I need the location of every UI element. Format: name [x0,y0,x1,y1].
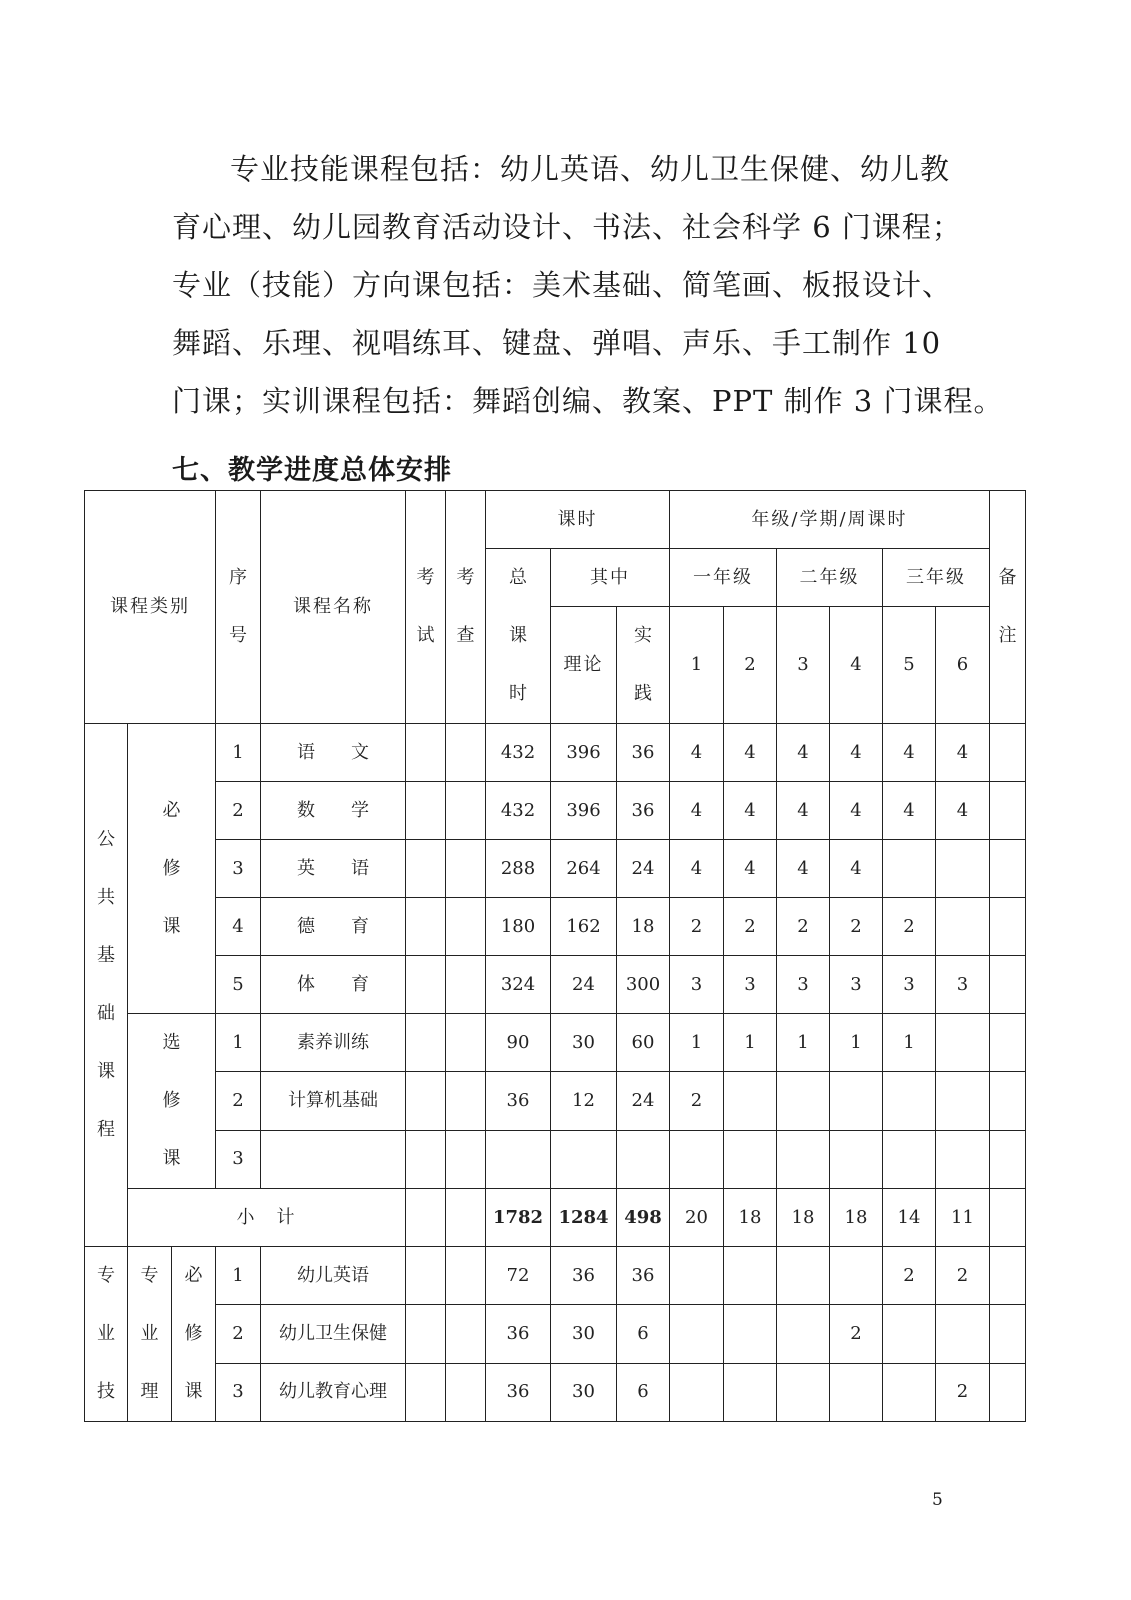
practice-cell: 60 [617,1014,670,1072]
sub-char: 理 [140,1381,159,1402]
paragraph-line: 育心理、幼儿园教育活动设计、书法、社会科学 6 门课程； [172,210,962,244]
week-hours-cell: 2 [883,1247,936,1305]
header-semester: 3 [777,607,830,724]
week-hours-cell: 3 [777,956,830,1014]
check-cell [446,1072,486,1130]
week-hours-cell: 14 [883,1189,936,1247]
practice-cell [617,1130,670,1188]
header-total-char: 时 [509,683,527,704]
week-hours-cell: 4 [830,840,883,898]
remark-cell [990,1247,1026,1305]
week-hours-cell [883,1363,936,1421]
category-char: 程 [97,1119,115,1140]
header-semester: 1 [670,607,724,724]
page-number: 5 [932,1490,943,1510]
public-category-label [85,724,128,1247]
prof-required-label [172,1247,216,1422]
table-row [85,1130,1026,1188]
week-hours-cell: 3 [936,956,990,1014]
table-row [85,1072,1026,1130]
theory-cell: 24 [551,956,617,1014]
sub-char: 专 [140,1265,159,1286]
header-remark-char: 备 [998,567,1017,588]
week-hours-cell: 4 [883,782,936,840]
week-hours-cell [724,1363,777,1421]
category-char: 共 [97,887,115,908]
header-seq-char: 序 [229,567,247,588]
elective-char: 课 [162,1148,181,1169]
week-hours-cell [724,1247,777,1305]
week-hours-cell [777,1072,830,1130]
course-name-cell: 数 学 [261,782,406,840]
table-row [85,956,1026,1014]
week-hours-cell: 4 [724,840,777,898]
remark-cell [990,840,1026,898]
exam-cell [406,782,446,840]
week-hours-cell: 4 [724,782,777,840]
week-hours-cell [830,1072,883,1130]
exam-cell [406,1305,446,1363]
week-hours-cell: 1 [724,1014,777,1072]
category-char: 公 [97,829,115,850]
total-hours-cell: 36 [486,1305,551,1363]
week-hours-cell [724,1305,777,1363]
required-char: 课 [184,1381,203,1402]
practice-cell: 300 [617,956,670,1014]
required-char: 必 [162,799,181,821]
week-hours-cell: 3 [670,956,724,1014]
total-hours-cell: 36 [486,1363,551,1421]
week-hours-cell: 2 [883,898,936,956]
week-hours-cell [830,1363,883,1421]
header-course-name: 课程名称 [261,491,406,724]
prof-sub-label [128,1247,172,1422]
check-cell [446,1363,486,1421]
check-cell [446,840,486,898]
practice-cell: 6 [617,1305,670,1363]
required-label [128,724,216,1014]
paragraph-line: 专业技能课程包括：幼儿英语、幼儿卫生保健、幼儿教 [230,152,951,186]
header-check [446,491,486,724]
week-hours-cell: 18 [724,1189,777,1247]
week-hours-cell [936,1072,990,1130]
exam-cell [406,956,446,1014]
table-row [85,1363,1026,1421]
required-char: 修 [162,857,181,879]
elective-char: 选 [162,1032,181,1053]
header-grade2: 二年级 [777,549,883,607]
paragraph-line: 门课；实训课程包括：舞蹈创编、教案、PPT 制作 3 门课程。 [172,384,1004,418]
remark-cell [990,956,1026,1014]
week-hours-cell [777,1130,830,1188]
week-hours-cell: 2 [777,898,830,956]
sub-char: 业 [140,1323,159,1344]
total-hours-cell: 288 [486,840,551,898]
theory-cell [551,1130,617,1188]
week-hours-cell: 3 [830,956,883,1014]
exam-cell [406,1130,446,1188]
remark-cell [990,1305,1026,1363]
week-hours-cell: 1 [883,1014,936,1072]
check-cell [446,956,486,1014]
header-seq-char: 号 [229,625,247,646]
week-hours-cell: 1 [777,1014,830,1072]
course-name-cell: 语 文 [261,724,406,782]
theory-cell: 36 [551,1247,617,1305]
seq-cell: 1 [216,1014,261,1072]
subtotal-label: 小 计 [128,1189,406,1247]
course-name-cell: 素养训练 [261,1014,406,1072]
seq-cell: 1 [216,1247,261,1305]
week-hours-cell [670,1363,724,1421]
theory-cell: 396 [551,724,617,782]
week-hours-cell: 18 [777,1189,830,1247]
seq-cell: 2 [216,782,261,840]
practice-cell: 24 [617,840,670,898]
course-name-cell: 德 育 [261,898,406,956]
header-grade3: 三年级 [883,549,990,607]
header-exam-char: 试 [416,625,435,646]
remark-cell [990,1363,1026,1421]
header-grade1: 一年级 [670,549,777,607]
week-hours-cell [830,1130,883,1188]
header-semester: 2 [724,607,777,724]
header-exam-char: 考 [416,567,435,588]
category-char: 专 [97,1265,115,1286]
header-theory: 理论 [551,607,617,724]
week-hours-cell: 1 [830,1014,883,1072]
theory-cell: 396 [551,782,617,840]
remark-cell [990,724,1026,782]
week-hours-cell: 18 [830,1189,883,1247]
header-remark-char: 注 [998,625,1017,646]
seq-cell: 2 [216,1305,261,1363]
check-cell [446,724,486,782]
total-hours-cell [486,1130,551,1188]
table-row [85,1247,1026,1305]
header-semester: 4 [830,607,883,724]
seq-cell: 5 [216,956,261,1014]
week-hours-cell [777,1305,830,1363]
table-row [85,782,1026,840]
total-hours-cell: 36 [486,1072,551,1130]
paragraph-line: 专业（技能）方向课包括：美术基础、简笔画、板报设计、 [172,268,953,302]
check-cell [446,1305,486,1363]
week-hours-cell [883,1072,936,1130]
week-hours-cell: 1 [670,1014,724,1072]
week-hours-cell: 4 [777,840,830,898]
schedule-table [84,490,1026,1422]
week-hours-cell [936,840,990,898]
subtotal-theory: 1284 [551,1189,617,1247]
header-seq [216,491,261,724]
theory-cell: 162 [551,898,617,956]
exam-cell [406,840,446,898]
week-hours-cell: 4 [883,724,936,782]
table-row [85,1305,1026,1363]
week-hours-cell: 4 [724,724,777,782]
course-name-cell: 幼儿教育心理 [261,1363,406,1421]
theory-cell: 30 [551,1014,617,1072]
week-hours-cell: 3 [724,956,777,1014]
check-cell [446,1247,486,1305]
practice-cell: 36 [617,724,670,782]
week-hours-cell: 4 [936,782,990,840]
seq-cell: 2 [216,1072,261,1130]
total-hours-cell: 180 [486,898,551,956]
category-char: 基 [97,945,115,966]
week-hours-cell [883,840,936,898]
week-hours-cell [883,1305,936,1363]
total-hours-cell: 432 [486,724,551,782]
intro-paragraph [172,140,1004,430]
check-cell [446,1189,486,1247]
week-hours-cell [777,1363,830,1421]
check-cell [446,898,486,956]
course-name-cell: 英 语 [261,840,406,898]
week-hours-cell: 2 [936,1247,990,1305]
week-hours-cell: 2 [830,898,883,956]
header-check-char: 考 [456,567,475,588]
week-hours-cell: 4 [670,840,724,898]
week-hours-cell: 4 [830,782,883,840]
prof-category-label [85,1247,128,1422]
total-hours-cell: 90 [486,1014,551,1072]
subtotal-practice: 498 [617,1189,670,1247]
header-total-hours [486,549,551,724]
exam-cell [406,1014,446,1072]
week-hours-cell [883,1130,936,1188]
check-cell [446,782,486,840]
header-grade-semester: 年级/学期/周课时 [670,491,990,549]
week-hours-cell: 3 [883,956,936,1014]
total-hours-cell: 72 [486,1247,551,1305]
category-char: 技 [97,1381,115,1402]
check-cell [446,1130,486,1188]
course-name-cell: 幼儿卫生保健 [261,1305,406,1363]
theory-cell: 30 [551,1363,617,1421]
exam-cell [406,1247,446,1305]
subtotal-row [85,1189,1026,1247]
course-name-cell [261,1130,406,1188]
course-name-cell: 体 育 [261,956,406,1014]
total-hours-cell: 324 [486,956,551,1014]
total-hours-cell: 432 [486,782,551,840]
required-char: 修 [184,1323,203,1344]
header-check-char: 查 [456,625,475,646]
header-practice-char: 践 [634,683,652,704]
header-of-which: 其中 [551,549,670,607]
header-semester: 6 [936,607,990,724]
week-hours-cell: 2 [936,1363,990,1421]
remark-cell [990,1130,1026,1188]
table-row [85,1014,1026,1072]
header-practice-char: 实 [634,625,652,646]
header-total-char: 课 [509,625,527,646]
header-semester: 5 [883,607,936,724]
theory-cell: 264 [551,840,617,898]
seq-cell: 3 [216,840,261,898]
seq-cell: 3 [216,1363,261,1421]
remark-cell [990,1014,1026,1072]
table-row [85,898,1026,956]
week-hours-cell: 2 [670,898,724,956]
section-heading: 七、教学进度总体安排 [172,455,452,486]
exam-cell [406,898,446,956]
paragraph-line: 舞蹈、乐理、视唱练耳、键盘、弹唱、声乐、手工制作 10 [172,326,942,360]
category-char: 业 [97,1323,115,1344]
week-hours-cell [936,1130,990,1188]
seq-cell: 3 [216,1130,261,1188]
remark-cell [990,1072,1026,1130]
week-hours-cell: 2 [670,1072,724,1130]
week-hours-cell [670,1247,724,1305]
week-hours-cell: 11 [936,1189,990,1247]
course-name-cell: 幼儿英语 [261,1247,406,1305]
seq-cell: 1 [216,724,261,782]
exam-cell [406,1189,446,1247]
week-hours-cell: 4 [936,724,990,782]
exam-cell [406,1072,446,1130]
week-hours-cell [724,1072,777,1130]
theory-cell: 12 [551,1072,617,1130]
practice-cell: 24 [617,1072,670,1130]
practice-cell: 36 [617,782,670,840]
week-hours-cell [830,1247,883,1305]
theory-cell: 30 [551,1305,617,1363]
seq-cell: 4 [216,898,261,956]
remark-cell [990,898,1026,956]
week-hours-cell [936,898,990,956]
week-hours-cell: 4 [670,782,724,840]
elective-label [128,1014,216,1189]
category-char: 础 [97,1003,115,1024]
course-name-cell: 计算机基础 [261,1072,406,1130]
week-hours-cell [670,1305,724,1363]
required-char: 必 [184,1265,203,1286]
week-hours-cell: 4 [670,724,724,782]
exam-cell [406,724,446,782]
practice-cell: 18 [617,898,670,956]
elective-char: 修 [162,1090,181,1111]
practice-cell: 6 [617,1363,670,1421]
header-total-char: 总 [509,567,527,588]
week-hours-cell: 2 [724,898,777,956]
practice-cell: 36 [617,1247,670,1305]
header-practice [617,607,670,724]
week-hours-cell [936,1305,990,1363]
week-hours-cell: 2 [830,1305,883,1363]
subtotal-total: 1782 [486,1189,551,1247]
exam-cell [406,1363,446,1421]
week-hours-cell [670,1130,724,1188]
required-char: 课 [162,915,181,937]
remark-cell [990,782,1026,840]
week-hours-cell [724,1130,777,1188]
remark-cell [990,1189,1026,1247]
week-hours-cell: 4 [830,724,883,782]
header-remark [990,491,1026,724]
category-char: 课 [97,1061,115,1082]
header-exam [406,491,446,724]
week-hours-cell: 4 [777,782,830,840]
check-cell [446,1014,486,1072]
week-hours-cell: 20 [670,1189,724,1247]
table-row [85,724,1026,782]
week-hours-cell: 4 [777,724,830,782]
table-row [85,840,1026,898]
week-hours-cell [936,1014,990,1072]
week-hours-cell [777,1247,830,1305]
header-course-category: 课程类别 [85,491,216,724]
header-hours: 课时 [486,491,670,549]
